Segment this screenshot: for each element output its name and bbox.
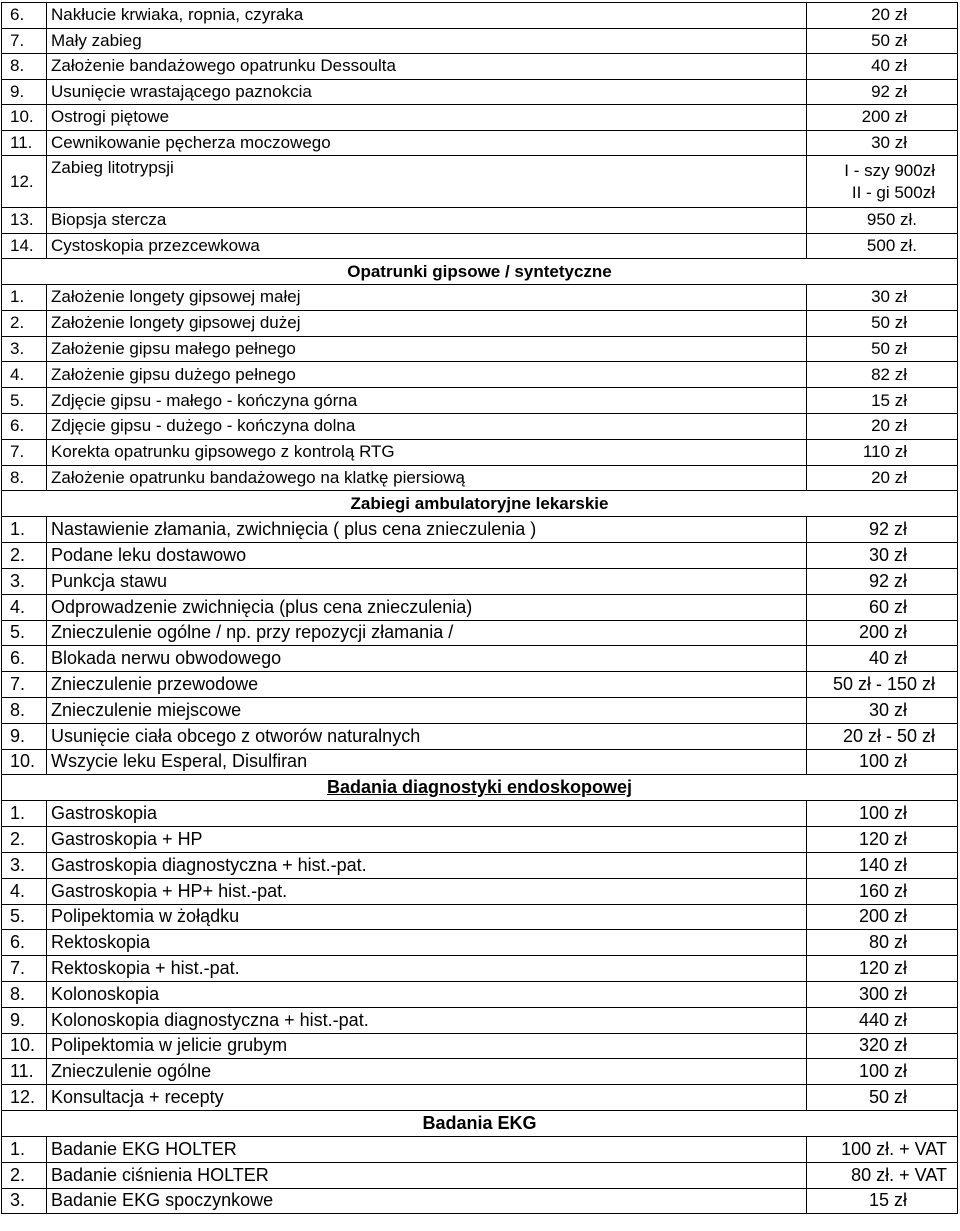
section-header bbox=[2, 491, 958, 517]
service-name: Założenie bandażowego opatrunku Dessoulta bbox=[47, 54, 807, 80]
service-price: 30 zł bbox=[807, 543, 958, 569]
table-row bbox=[2, 1059, 958, 1085]
service-price: 20 zł bbox=[807, 465, 958, 491]
table-row bbox=[2, 697, 958, 723]
table-row bbox=[2, 568, 958, 594]
price-list-table bbox=[1, 2, 958, 1214]
table-row bbox=[2, 388, 958, 414]
service-price: 160 zł bbox=[807, 878, 958, 904]
row-number: 4. bbox=[2, 362, 47, 388]
service-name: Gastroskopia + HP+ hist.-pat. bbox=[47, 878, 807, 904]
service-name: Rektoskopia + hist.-pat. bbox=[47, 956, 807, 982]
service-price: 320 zł bbox=[807, 1033, 958, 1059]
row-number: 5. bbox=[2, 620, 47, 646]
service-price: 50 zł bbox=[807, 310, 958, 336]
table-row bbox=[2, 79, 958, 105]
row-number: 6. bbox=[2, 413, 47, 439]
table-row bbox=[2, 362, 958, 388]
service-price: 300 zł bbox=[807, 981, 958, 1007]
row-number: 3. bbox=[2, 568, 47, 594]
table-row bbox=[2, 956, 958, 982]
service-price: 92 zł bbox=[807, 79, 958, 105]
table-row bbox=[2, 672, 958, 698]
row-number: 11. bbox=[2, 1059, 47, 1085]
row-number: 2. bbox=[2, 310, 47, 336]
row-number: 6. bbox=[2, 930, 47, 956]
service-price: 200 zł bbox=[807, 105, 958, 131]
table-row bbox=[2, 28, 958, 54]
section-title: Badania EKG bbox=[2, 1110, 958, 1136]
service-price: 500 zł. bbox=[807, 233, 958, 259]
service-name: Cewnikowanie pęcherza moczowego bbox=[47, 130, 807, 156]
service-price: 120 zł bbox=[807, 827, 958, 853]
row-number: 2. bbox=[2, 1162, 47, 1188]
row-number: 10. bbox=[2, 105, 47, 131]
service-name: Cystoskopia przezcewkowa bbox=[47, 233, 807, 259]
service-name: Podane leku dostawowo bbox=[47, 543, 807, 569]
row-number: 7. bbox=[2, 956, 47, 982]
row-number: 7. bbox=[2, 28, 47, 54]
row-number: 3. bbox=[2, 852, 47, 878]
table-row bbox=[2, 543, 958, 569]
table-row bbox=[2, 439, 958, 465]
service-name: Korekta opatrunku gipsowego z kontrolą RTG bbox=[47, 439, 807, 465]
section-header bbox=[2, 775, 958, 801]
service-price: 80 zł bbox=[807, 930, 958, 956]
row-number: 7. bbox=[2, 439, 47, 465]
service-name: Kolonoskopia diagnostyczna + hist.-pat. bbox=[47, 1007, 807, 1033]
section-header bbox=[2, 1110, 958, 1136]
service-name: Nastawienie złamania, zwichnięcia ( plus cena znieczulenia ) bbox=[47, 517, 807, 543]
row-number: 4. bbox=[2, 878, 47, 904]
service-name: Znieczulenie przewodowe bbox=[47, 672, 807, 698]
service-name: Usunięcie wrastającego paznokcia bbox=[47, 79, 807, 105]
service-name: Badanie ciśnienia HOLTER bbox=[47, 1162, 807, 1188]
table-row bbox=[2, 465, 958, 491]
service-price: 30 zł bbox=[807, 285, 958, 311]
section-title: Opatrunki gipsowe / syntetyczne bbox=[2, 259, 958, 285]
row-number: 9. bbox=[2, 723, 47, 749]
table-row bbox=[2, 1033, 958, 1059]
table-row bbox=[2, 904, 958, 930]
service-price: 92 zł bbox=[807, 517, 958, 543]
service-price: 20 zł bbox=[807, 413, 958, 439]
service-name: Konsultacja + recepty bbox=[47, 1085, 807, 1111]
service-name: Badanie EKG HOLTER bbox=[47, 1136, 807, 1162]
row-number: 6. bbox=[2, 646, 47, 672]
service-price: 92 zł bbox=[807, 568, 958, 594]
table-row bbox=[2, 1136, 958, 1162]
row-number: 2. bbox=[2, 827, 47, 853]
service-name: Gastroskopia + HP bbox=[47, 827, 807, 853]
table-row bbox=[2, 517, 958, 543]
row-number: 10. bbox=[2, 1033, 47, 1059]
row-number: 9. bbox=[2, 79, 47, 105]
row-number: 12. bbox=[2, 156, 47, 208]
service-price: 15 zł bbox=[807, 388, 958, 414]
row-number: 5. bbox=[2, 904, 47, 930]
service-price: 100 zł bbox=[807, 1059, 958, 1085]
row-number: 6. bbox=[2, 3, 47, 29]
row-number: 12. bbox=[2, 1085, 47, 1111]
service-name: Blokada nerwu obwodowego bbox=[47, 646, 807, 672]
row-number: 3. bbox=[2, 1188, 47, 1214]
table-row bbox=[2, 336, 958, 362]
table-row bbox=[2, 413, 958, 439]
row-number: 8. bbox=[2, 465, 47, 491]
row-number: 8. bbox=[2, 54, 47, 80]
section-title bbox=[2, 775, 958, 801]
service-price: 40 zł bbox=[807, 646, 958, 672]
table-row bbox=[2, 981, 958, 1007]
service-name: Usunięcie ciała obcego z otworów naturalnych bbox=[47, 723, 807, 749]
table-row bbox=[2, 878, 958, 904]
service-price: 100 zł. + VAT bbox=[807, 1136, 958, 1162]
table-row bbox=[2, 801, 958, 827]
row-number: 1. bbox=[2, 285, 47, 311]
row-number: 9. bbox=[2, 1007, 47, 1033]
table-row bbox=[2, 646, 958, 672]
service-name: Założenie gipsu małego pełnego bbox=[47, 336, 807, 362]
service-name: Zdjęcie gipsu - małego - kończyna górna bbox=[47, 388, 807, 414]
table-row bbox=[2, 3, 958, 29]
service-name: Polipektomia w żołądku bbox=[47, 904, 807, 930]
table-row bbox=[2, 852, 958, 878]
service-price: 50 zł bbox=[807, 1085, 958, 1111]
service-name: Badanie EKG spoczynkowe bbox=[47, 1188, 807, 1214]
table-row bbox=[2, 1188, 958, 1214]
table-row bbox=[2, 233, 958, 259]
service-name: Punkcja stawu bbox=[47, 568, 807, 594]
table-row bbox=[2, 285, 958, 311]
service-price: 200 zł bbox=[807, 620, 958, 646]
service-name: Gastroskopia bbox=[47, 801, 807, 827]
service-price bbox=[807, 156, 958, 208]
service-price: 140 zł bbox=[807, 852, 958, 878]
table-row bbox=[2, 827, 958, 853]
service-name: Biopsja stercza bbox=[47, 208, 807, 234]
row-number: 8. bbox=[2, 697, 47, 723]
service-price: 120 zł bbox=[807, 956, 958, 982]
service-name: Mały zabieg bbox=[47, 28, 807, 54]
row-number: 1. bbox=[2, 801, 47, 827]
table-row bbox=[2, 130, 958, 156]
row-number: 11. bbox=[2, 130, 47, 156]
service-price: 15 zł bbox=[807, 1188, 958, 1214]
row-number: 10. bbox=[2, 749, 47, 775]
price-line: I - szy 900zł bbox=[844, 160, 935, 180]
service-name: Rektoskopia bbox=[47, 930, 807, 956]
service-name: Założenie gipsu dużego pełnego bbox=[47, 362, 807, 388]
table-row bbox=[2, 620, 958, 646]
row-number: 14. bbox=[2, 233, 47, 259]
service-name: Wszycie leku Esperal, Disulfiran bbox=[47, 749, 807, 775]
table-row bbox=[2, 723, 958, 749]
table-row bbox=[2, 54, 958, 80]
service-price: 200 zł bbox=[807, 904, 958, 930]
service-price: 100 zł bbox=[807, 749, 958, 775]
table-row bbox=[2, 1085, 958, 1111]
service-name: Odprowadzenie zwichnięcia (plus cena znieczulenia) bbox=[47, 594, 807, 620]
service-price: 50 zł bbox=[807, 336, 958, 362]
table-row bbox=[2, 208, 958, 234]
table-row bbox=[2, 930, 958, 956]
table-row bbox=[2, 749, 958, 775]
table-row bbox=[2, 156, 958, 208]
price-line: II - gi 500zł bbox=[851, 182, 935, 202]
row-number: 1. bbox=[2, 517, 47, 543]
service-name: Założenie longety gipsowej dużej bbox=[47, 310, 807, 336]
service-name: Kolonoskopia bbox=[47, 981, 807, 1007]
service-name: Polipektomia w jelicie grubym bbox=[47, 1033, 807, 1059]
table-row bbox=[2, 310, 958, 336]
row-number: 7. bbox=[2, 672, 47, 698]
service-name: Znieczulenie miejscowe bbox=[47, 697, 807, 723]
service-name: Zabieg litotrypsji bbox=[47, 156, 807, 208]
service-price: 80 zł. + VAT bbox=[807, 1162, 958, 1188]
service-price: 440 zł bbox=[807, 1007, 958, 1033]
service-price: 40 zł bbox=[807, 54, 958, 80]
section-title-text: Badania diagnostyki endoskopowej bbox=[326, 777, 633, 798]
section-header bbox=[2, 259, 958, 285]
table-row bbox=[2, 105, 958, 131]
service-price: 60 zł bbox=[807, 594, 958, 620]
row-number: 13. bbox=[2, 208, 47, 234]
table-row bbox=[2, 594, 958, 620]
service-price: 110 zł bbox=[807, 439, 958, 465]
service-price: 82 zł bbox=[807, 362, 958, 388]
service-name: Gastroskopia diagnostyczna + hist.-pat. bbox=[47, 852, 807, 878]
service-name: Założenie opatrunku bandażowego na klatkę piersiową bbox=[47, 465, 807, 491]
service-price: 950 zł. bbox=[807, 208, 958, 234]
row-number: 3. bbox=[2, 336, 47, 362]
service-name: Znieczulenie ogólne / np. przy repozycji złamania / bbox=[47, 620, 807, 646]
service-name: Znieczulenie ogólne bbox=[47, 1059, 807, 1085]
row-number: 8. bbox=[2, 981, 47, 1007]
row-number: 4. bbox=[2, 594, 47, 620]
row-number: 2. bbox=[2, 543, 47, 569]
table-row bbox=[2, 1162, 958, 1188]
service-name: Ostrogi piętowe bbox=[47, 105, 807, 131]
service-price: 20 zł bbox=[807, 3, 958, 29]
table-row bbox=[2, 1007, 958, 1033]
service-price: 50 zł - 150 zł bbox=[807, 672, 958, 698]
service-price: 50 zł bbox=[807, 28, 958, 54]
service-price: 100 zł bbox=[807, 801, 958, 827]
service-price: 30 zł bbox=[807, 697, 958, 723]
service-name: Zdjęcie gipsu - dużego - kończyna dolna bbox=[47, 413, 807, 439]
row-number: 5. bbox=[2, 388, 47, 414]
service-name: Założenie longety gipsowej małej bbox=[47, 285, 807, 311]
service-name: Nakłucie krwiaka, ropnia, czyraka bbox=[47, 3, 807, 29]
row-number: 1. bbox=[2, 1136, 47, 1162]
section-title: Zabiegi ambulatoryjne lekarskie bbox=[2, 491, 958, 517]
service-price: 20 zł - 50 zł bbox=[807, 723, 958, 749]
service-price: 30 zł bbox=[807, 130, 958, 156]
